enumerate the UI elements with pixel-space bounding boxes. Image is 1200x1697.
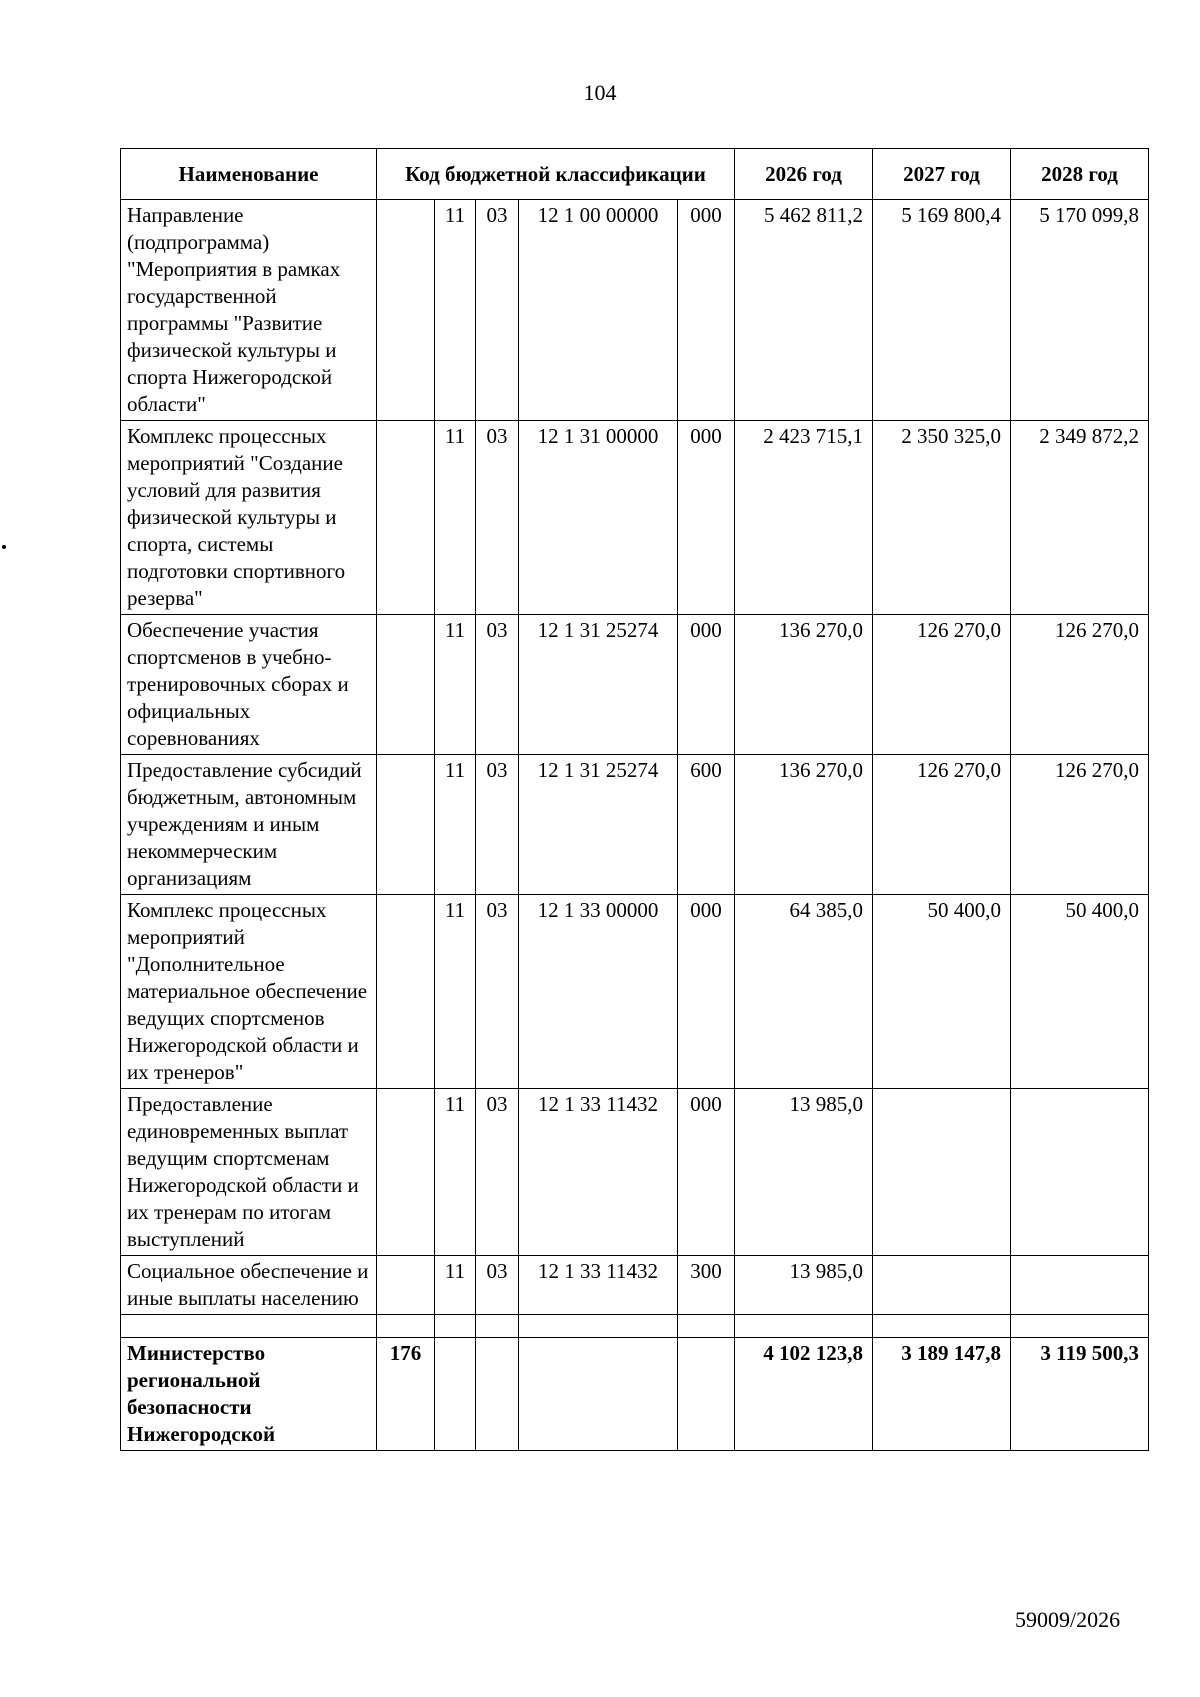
header-2026: 2026 год (735, 149, 873, 200)
row-expense-type: 300 (678, 1256, 735, 1315)
row-ministry-code (377, 755, 435, 895)
row-target-code: 12 1 31 00000 (519, 421, 678, 615)
row-2026: 136 270,0 (735, 755, 873, 895)
row-2028: 126 270,0 (1011, 615, 1149, 755)
row-2028: 2 349 872,2 (1011, 421, 1149, 615)
row-section: 11 (435, 1256, 476, 1315)
row-2028: 3 119 500,3 (1011, 1338, 1149, 1451)
row-target-code: 12 1 33 11432 (519, 1089, 678, 1256)
table-row (121, 615, 1149, 755)
row-2027: 3 189 147,8 (873, 1338, 1011, 1451)
row-subsection: 03 (476, 1089, 519, 1256)
row-target-code: 12 1 31 25274 (519, 615, 678, 755)
row-ministry-code (377, 895, 435, 1089)
row-ministry-code (377, 615, 435, 755)
header-2028: 2028 год (1011, 149, 1149, 200)
row-name: Социальное обеспечение и иные выплаты населению (121, 1256, 377, 1315)
row-name: Обеспечение участия спортсменов в учебно-тренировочных сборах и официальных соревнованиях (121, 615, 377, 755)
row-2026: 136 270,0 (735, 615, 873, 755)
row-2026: 4 102 123,8 (735, 1338, 873, 1451)
budget-table (120, 148, 1149, 1451)
row-2027: 50 400,0 (873, 895, 1011, 1089)
row-2028 (1011, 1256, 1149, 1315)
row-section (435, 1338, 476, 1451)
row-section: 11 (435, 421, 476, 615)
header-2027: 2027 год (873, 149, 1011, 200)
row-2028: 50 400,0 (1011, 895, 1149, 1089)
row-name: Комплекс процессных мероприятий "Дополнительное материальное обеспечение ведущих спортсменов Нижегородской области и их тренеров" (121, 895, 377, 1089)
row-subsection: 03 (476, 421, 519, 615)
row-target-code: 12 1 33 11432 (519, 1256, 678, 1315)
row-subsection (476, 1338, 519, 1451)
table-row (121, 755, 1149, 895)
row-ministry-code (377, 200, 435, 421)
table-row-ministry (121, 1338, 1149, 1451)
row-ministry-code: 176 (377, 1338, 435, 1451)
row-target-code: 12 1 31 25274 (519, 755, 678, 895)
row-name: Предоставление единовременных выплат ведущим спортсменам Нижегородской области и их тренерам по итогам выступлений (121, 1089, 377, 1256)
row-2027: 2 350 325,0 (873, 421, 1011, 615)
row-2028: 126 270,0 (1011, 755, 1149, 895)
row-section: 11 (435, 200, 476, 421)
row-2027: 126 270,0 (873, 755, 1011, 895)
row-section: 11 (435, 895, 476, 1089)
row-expense-type: 000 (678, 421, 735, 615)
row-subsection: 03 (476, 895, 519, 1089)
table-row (121, 895, 1149, 1089)
header-code: Код бюджетной классификации (377, 149, 735, 200)
row-expense-type: 000 (678, 615, 735, 755)
row-expense-type: 000 (678, 895, 735, 1089)
row-2027: 126 270,0 (873, 615, 1011, 755)
document-number: 59009/2026 (1015, 1607, 1121, 1632)
row-2026: 13 985,0 (735, 1256, 873, 1315)
row-section: 11 (435, 755, 476, 895)
row-subsection: 03 (476, 755, 519, 895)
row-target-code: 12 1 00 00000 (519, 200, 678, 421)
row-expense-type: 000 (678, 200, 735, 421)
row-expense-type: 600 (678, 755, 735, 895)
row-name: Направление (подпрограмма) "Мероприятия в рамках государственной программы "Развитие физической культуры и спорта Нижегородской области" (121, 200, 377, 421)
row-name: Министерство региональной безопасности Нижегородской (121, 1338, 377, 1451)
row-2026: 64 385,0 (735, 895, 873, 1089)
row-expense-type: 000 (678, 1089, 735, 1256)
row-name: Комплекс процессных мероприятий "Создание условий для развития физической культуры и спорта, системы подготовки спортивного резерва" (121, 421, 377, 615)
header-name: Наименование (121, 149, 377, 200)
row-section: 11 (435, 1089, 476, 1256)
row-name: Предоставление субсидий бюджетным, автономным учреждениям и иным некоммерческим организациям (121, 755, 377, 895)
row-expense-type (678, 1338, 735, 1451)
row-ministry-code (377, 421, 435, 615)
table-row (121, 1089, 1149, 1256)
row-2026: 5 462 811,2 (735, 200, 873, 421)
page-number: 104 (583, 80, 617, 105)
row-subsection: 03 (476, 200, 519, 421)
row-2028: 5 170 099,8 (1011, 200, 1149, 421)
row-section: 11 (435, 615, 476, 755)
row-ministry-code (377, 1089, 435, 1256)
table-header-row (121, 149, 1149, 200)
table-row (121, 1256, 1149, 1315)
row-target-code: 12 1 33 00000 (519, 895, 678, 1089)
row-subsection: 03 (476, 615, 519, 755)
scan-dot (2, 545, 6, 549)
table-spacer-row (121, 1315, 1149, 1338)
row-2027 (873, 1089, 1011, 1256)
row-2027: 5 169 800,4 (873, 200, 1011, 421)
row-2028 (1011, 1089, 1149, 1256)
row-2026: 2 423 715,1 (735, 421, 873, 615)
row-target-code (519, 1338, 678, 1451)
row-subsection: 03 (476, 1256, 519, 1315)
table-row (121, 200, 1149, 421)
table-row (121, 421, 1149, 615)
row-2026: 13 985,0 (735, 1089, 873, 1256)
row-ministry-code (377, 1256, 435, 1315)
row-2027 (873, 1256, 1011, 1315)
